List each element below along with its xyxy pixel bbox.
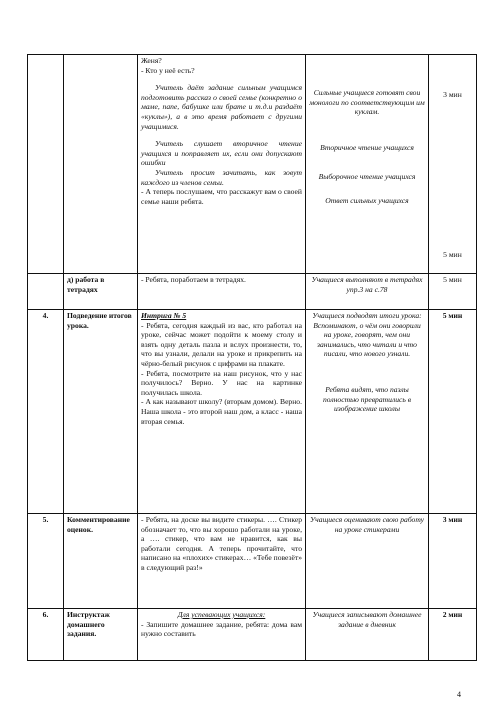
teacher-text: - Кто у неё есть?: [141, 65, 195, 75]
time-cell: [429, 310, 477, 514]
teacher-activity-cell: [138, 310, 306, 514]
stage-name-cell: Подведение итогов урока.: [64, 310, 138, 514]
pupil-text: Учащиеся подводят итоги урока: Вспоминают, о чём они говорили на уроке, говорят, чем они занимались, что читали и что писали, что нового узнали.: [312, 311, 422, 359]
pupil-activity-cell: [306, 55, 429, 274]
pupil-text: Вторичное чтение учащихся: [320, 142, 414, 152]
teacher-text: Интрига № 5: [141, 311, 187, 320]
stage-number-cell: [28, 55, 64, 274]
table-row: [28, 609, 477, 661]
time-cell: [429, 55, 477, 274]
pupil-activity-cell: [306, 514, 429, 609]
teacher-text: - Ребята, поработаем в тетрадях.: [141, 275, 246, 284]
time-text: 5 мин: [443, 275, 462, 284]
stage-name-cell: д) работа в тетрадях: [64, 274, 138, 310]
stage-number-cell: 4.: [28, 310, 64, 514]
teacher-text: - Запишите домашнее задание, ребята: дома вам нужно составить: [141, 619, 302, 639]
lesson-plan-table: [27, 54, 477, 661]
teacher-text: Для успевающих учащихся:: [177, 610, 266, 619]
pupil-text: Учащиеся выполняют в тетрадях упр.3 на с.78: [311, 275, 423, 294]
time-text: 5 мин: [442, 311, 463, 320]
pupil-text: Ребята видят, что пазлы полностью превратились в изображение школы: [322, 384, 412, 414]
teacher-text: Учитель просит зачитать, как зовут каждого из членов семьи.: [141, 167, 302, 187]
stage-number-cell: 6.: [28, 609, 64, 661]
table-row: [28, 274, 477, 310]
teacher-activity-cell: [138, 55, 306, 274]
teacher-text: Учитель даёт задание сильным учащимся подготовить рассказ о своей семье (конкретно о маме, папе, бабушке или брате и т.д.и раздаёт «куклы»), а в это время работает с другими учащимися.: [141, 83, 302, 131]
teacher-text: - Ребята, на доске вы видите стикеры. …. Стикер обозначает то, что вы хорошо работали на уроке, а …. стикер, что вам не нравится, как вы работали сегодня. А теперь прочитайте, что написано на «плохих» стикерах… «Тебе повезёт» в следующий раз!»: [141, 515, 302, 572]
pupil-text: Сильные учащиеся готовят свои монологи по соответствующим им куклам.: [309, 88, 425, 117]
table-row: [28, 55, 477, 274]
teacher-activity-cell: [138, 609, 306, 661]
stage-name-cell: [64, 55, 138, 274]
teacher-text: - А теперь послушаем, что расскажут вам о своей семье наши ребята.: [141, 187, 302, 206]
stage-number-cell: 5.: [28, 514, 64, 609]
teacher-activity-cell: [138, 514, 306, 609]
table-row: [28, 310, 477, 514]
time-text: 3 мин: [442, 515, 463, 524]
table-row: [28, 514, 477, 609]
time-cell: [429, 609, 477, 661]
stage-name-cell: Комментирование оценок.: [64, 514, 138, 609]
stage-number-cell: [28, 274, 64, 310]
teacher-text: Женя?: [141, 56, 162, 65]
pupil-text: Выборочное чтение учащихся: [318, 172, 416, 182]
time-text: 2 мин: [442, 610, 463, 619]
time-cell: [429, 274, 477, 310]
teacher-text: - Ребята, посмотрите на наш рисунок, что у нас получилось? Верно. У нас на картинке получилась школа.: [141, 368, 302, 397]
pupil-activity-cell: [306, 310, 429, 514]
pupil-activity-cell: [306, 609, 429, 661]
pupil-text: Ответ сильных учащихся: [325, 195, 409, 205]
time-text: 5 мин: [443, 249, 462, 259]
teacher-text: - Ребята, сегодня каждый из вас, кто работал на уроке, сейчас может подойти к моему столу и взять одну деталь пазла и вслух произнести, то, что вы узнали, делали на уроке и прикрепить на чёрно-белый рисунок с цифрами на плакате.: [141, 320, 302, 368]
stage-name-cell: Инструктаж домашнего задания.: [64, 609, 138, 661]
teacher-text: Учитель слушает вторичное чтение учащихся и поправляет их, если они допускают ошибки: [141, 139, 302, 168]
pupil-activity-cell: [306, 274, 429, 310]
teacher-text: - А как называют школу? (вторым домом). Верно. Наша школа - это второй наш дом, а класс - наша вторая семья.: [141, 397, 302, 426]
page-number: 4: [457, 690, 461, 699]
teacher-activity-cell: [138, 274, 306, 310]
time-cell: [429, 514, 477, 609]
time-text: 3 мин: [443, 90, 462, 99]
pupil-text: Учащиеся оценивают свою работу на уроке стикерами: [309, 515, 424, 534]
pupil-text: Учащиеся записывают домашнее задание в дневник: [312, 610, 422, 629]
